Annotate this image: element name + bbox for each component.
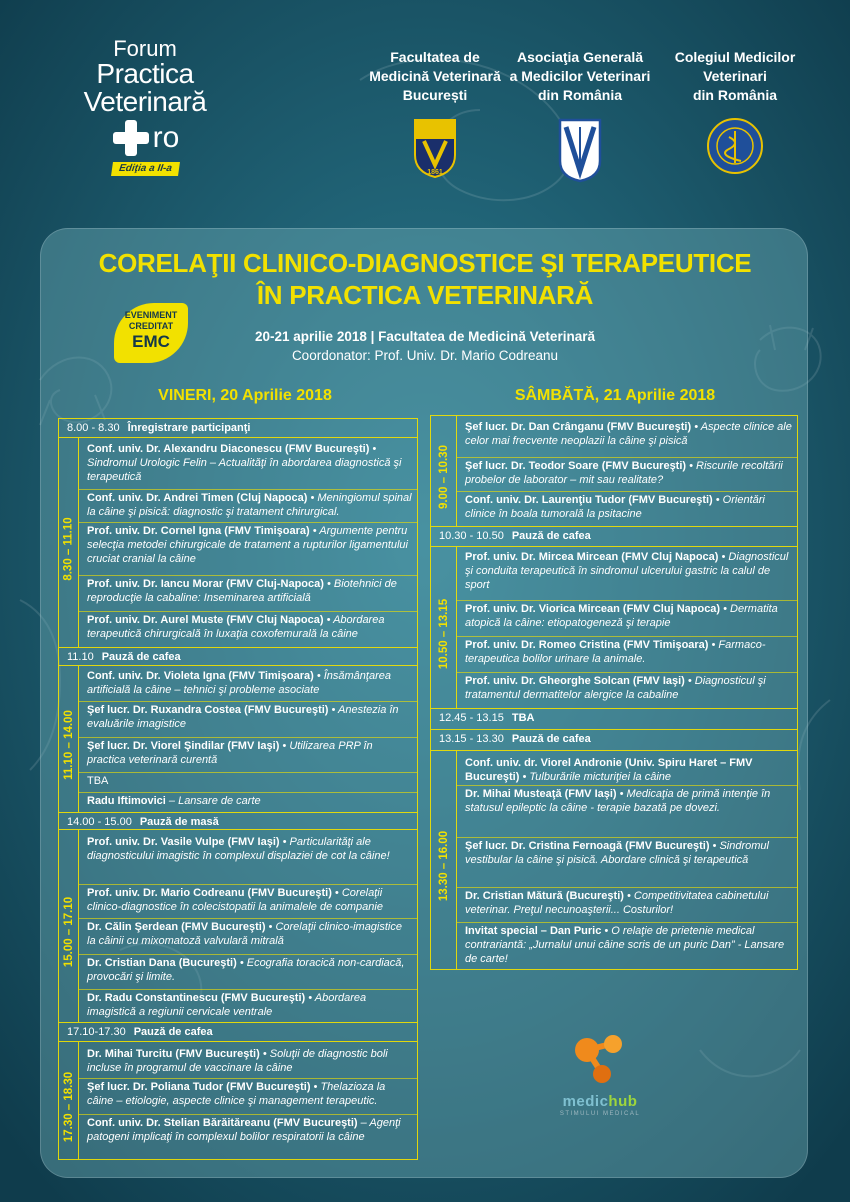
logo-ro-text: ro: [152, 121, 180, 154]
talk-separator: [79, 489, 417, 490]
talk-item: [465, 889, 793, 917]
talk-item: [87, 669, 413, 697]
talk-title: • Medicaţia de primă intenţie în statusul epileptic la câine - terapie bazată pe dovezi.: [465, 788, 771, 814]
talk-item: [87, 794, 413, 808]
saturday-grid: [430, 415, 798, 970]
talk-separator: [79, 737, 417, 738]
organizer-name-l1: Asociaţia Generală: [516, 49, 644, 65]
talk-item: [87, 886, 413, 914]
medichub-tagline: STIMULUI MEDICAL: [559, 1111, 641, 1117]
talk-title: • Argumente pentru selecţia metodei chirurgicale de tratament a rupturilor ligamentului cruciat cranial la câine: [87, 525, 408, 565]
event-info: [190, 327, 660, 365]
speaker-name: Şef lucr. Dr. Viorel Şindilar (FMV Iaşi): [87, 740, 280, 752]
talk-separator: [457, 887, 797, 888]
break-title: Pauză de cafea: [511, 530, 591, 542]
talk-title: • Corelaţii clinico-imagistice la câinii cu mixomatoză valvulară mitrală: [87, 921, 402, 947]
talk-title: – Agenţi patogeni implicaţi în complexul bolilor respiratorii la câine: [87, 1117, 401, 1143]
talk-separator: [457, 600, 797, 601]
talk-title: • Particularităţi ale diagnosticului imagistic în complexul displaziei de cot la câine!: [87, 836, 390, 862]
session-block: [431, 546, 798, 708]
talk-item: [465, 756, 793, 784]
saturday-header: SÂMBĂTĂ, 21 Aprilie 2018: [514, 387, 716, 404]
talk-item: [465, 420, 793, 448]
talk-title: • Riscurile recoltării probelor de laborator – mit sau realitate?: [465, 460, 783, 486]
speaker-name: Prof. univ. Dr. Viorica Mircean (FMV Cluj Napoca): [465, 603, 721, 615]
break-time: 17.10-17.30: [67, 1026, 126, 1038]
speaker-name: Dr. Cristian Dana (Bucureşti): [87, 957, 237, 969]
break-title: Pauză de cafea: [511, 733, 591, 745]
session-block: [59, 437, 418, 647]
talk-item: [87, 1047, 413, 1075]
break-time: 11.10: [67, 651, 94, 663]
break-title: TBA: [511, 712, 535, 724]
friday-header: VINERI, 20 Aprilie 2018: [158, 387, 332, 404]
talk-separator: [79, 1078, 417, 1079]
talk-separator: [79, 918, 417, 919]
break-row: [431, 526, 798, 546]
speaker-name: Conf. univ. Dr. Stelian Bărăităreanu (FMV Bucureşti): [87, 1117, 358, 1129]
organizer-fmv: [365, 48, 505, 184]
speaker-name: Conf. univ. Dr. Violeta Igna (FMV Timişoara): [87, 670, 314, 682]
friday-grid: [58, 418, 418, 1160]
session-time: 11.10 – 14.00: [63, 710, 75, 780]
break-label: [439, 711, 795, 725]
speaker-name: Prof. univ. Dr. Mario Codreanu (FMV Bucureşti): [87, 887, 332, 899]
talk-title: • Diagnosticul şi tratamentul dermatitelor alergice la cabaline: [465, 675, 766, 701]
talk-item: [87, 739, 413, 767]
talk-separator: [457, 636, 797, 637]
talk-item: [87, 442, 413, 484]
talk-title: • Meningiomul spinal la câine şi pisică: diagnostic şi tratament chirurgical.: [87, 492, 412, 518]
plus-icon: [111, 118, 151, 158]
break-title: Înregistrare participanţi: [127, 422, 251, 434]
organizer-name-l2: Veterinari: [703, 68, 767, 84]
speaker-name: Prof. univ. Dr. Gheorghe Solcan (FMV Iaşi): [465, 675, 685, 687]
organizer-name-l1: Facultatea de: [390, 49, 480, 65]
break-row: [431, 708, 798, 729]
session-block: [431, 415, 798, 526]
session-time-column: [431, 416, 457, 526]
talk-item: [87, 613, 413, 641]
talk-item: [465, 674, 793, 702]
medichub-molecule-icon: [565, 1028, 635, 1088]
session-block: [59, 665, 418, 812]
organizer-name-l3: București: [402, 87, 468, 103]
session-time-column: [59, 666, 79, 812]
speaker-name: Conf. univ. Dr. Andrei Timen (Cluj Napoca): [87, 492, 308, 504]
talk-title: • Dermatita atopică la câine: etiopatogeneză şi terapie: [465, 603, 778, 629]
break-row: [59, 1022, 418, 1041]
talk-title: • Corelaţii clinico-diagnostice în colecistopatii la animalele de companie: [87, 887, 383, 913]
organizer-cmv: [665, 48, 805, 180]
break-time: 8.00 - 8.30: [67, 422, 120, 434]
forum-logo: [60, 38, 230, 176]
speaker-name: Prof. univ. Dr. Cornel Igna (FMV Timişoara): [87, 525, 310, 537]
cmv-emblem-icon: [706, 117, 764, 175]
speaker-name: Şef lucr. Dr. Teodor Soare (FMV Bucureşti): [465, 460, 687, 472]
talk-title: • Diagnosticul şi conduita terapeutică în sindromul ulcerului gastric la calul de sport: [465, 551, 789, 591]
organizer-name-l3: din România: [537, 87, 622, 103]
talk-title: – Lansare de carte: [165, 795, 261, 807]
speaker-name: Radu Iftimovici: [87, 795, 166, 807]
talk-title: • Însămânţarea artificială la câine – tehnici şi probleme asociate: [87, 670, 391, 696]
svg-text:1861: 1861: [427, 169, 443, 176]
session-time: 8.30 – 11.10: [63, 516, 75, 581]
talk-item: [465, 493, 793, 521]
talk-separator: [457, 672, 797, 673]
break-label: [439, 529, 795, 543]
session-time-column: [431, 547, 457, 708]
session-time-column: [59, 438, 79, 647]
break-label: [67, 421, 415, 435]
session-block: [431, 750, 798, 970]
break-row: [59, 812, 418, 829]
talk-separator: [457, 785, 797, 786]
talk-title: • Soluţii de diagnostic boli incluse în programul de vaccinare la câine: [87, 1048, 388, 1074]
talk-separator: [79, 954, 417, 955]
talk-separator: [79, 1114, 417, 1115]
organizer-name-l2: Medicină Veterinară: [369, 68, 501, 84]
speaker-name: Dr. Cristian Mătură (Bucureşti): [465, 890, 624, 902]
talk-item: [465, 787, 793, 815]
talk-item: [87, 774, 413, 788]
speaker-name: Conf. univ. dr. Viorel Andronie (Univ. Spiru Haret – FMV Bucureşti): [465, 757, 753, 783]
medichub-name-a: medic: [562, 1093, 609, 1110]
talk-item: [87, 956, 413, 984]
event-title: [40, 247, 810, 311]
session-time: 13.30 – 16.00: [438, 830, 450, 902]
break-row: [431, 729, 798, 750]
break-row: [59, 647, 418, 665]
medichub-name-b: hub: [608, 1093, 638, 1110]
talk-separator: [79, 522, 417, 523]
break-time: 12.45 - 13.15: [439, 712, 504, 724]
talk-separator: [79, 611, 417, 612]
title-line-1: CORELAŢII CLINICO-DIAGNOSTICE ŞI TERAPEUTICE: [98, 248, 752, 278]
session-time-column: [59, 1042, 79, 1159]
break-time: 13.15 - 13.30: [439, 733, 504, 745]
session-block: [59, 829, 418, 1022]
talk-title: • Ecografia toracică non-cardiacă, provocări şi limite.: [87, 957, 405, 983]
speaker-name: Prof. univ. Dr. Iancu Morar (FMV Cluj-Napoca): [87, 578, 324, 590]
talk-title: • O relaţie de prietenie medical contrariantă: „Jurnalul unui câine scris de un puric Dan” - Lansare de carte!: [465, 925, 785, 965]
session-time-column: [59, 830, 79, 1022]
organizer-name-l1: Colegiul Medicilor: [674, 49, 796, 65]
session-time: 9.00 – 10.30: [438, 445, 451, 509]
talk-separator: [79, 792, 417, 793]
talk-title: • Tulburările micturiţiei la câine: [519, 771, 671, 783]
talk-title: • Competitivitatea cabinetului veterinar. Preţul necunoaşterii... Costurilor!: [465, 890, 769, 916]
event-coordinator: Coordonator: Prof. Univ. Dr. Mario Codreanu: [291, 348, 559, 363]
talk-item: [87, 703, 413, 731]
speaker-name: Prof. univ. Dr. Romeo Cristina (FMV Timişoara): [465, 639, 709, 651]
event-date-place: 20-21 aprilie 2018 | Facultatea de Medicină Veterinară: [255, 329, 595, 344]
talk-title: • Farmaco-terapeutica bolilor urinare la animale.: [465, 639, 766, 665]
edition-badge: Ediţia a II-a: [111, 162, 180, 176]
talk-title: • Orientări clinice în boala tumorală la psitacine: [465, 494, 765, 520]
session-block: [59, 1041, 418, 1160]
talk-separator: [457, 491, 797, 492]
talk-title: • Thelazioza la câine – etiologie, aspecte clinice şi management terapeutic.: [87, 1081, 386, 1107]
organizer-name-l3: din România: [692, 87, 777, 103]
speaker-name: Şef lucr. Dr. Dan Crânganu (FMV Bucureşti): [465, 421, 692, 433]
speaker-name: Dr. Radu Constantinescu (FMV Bucureşti): [87, 992, 306, 1004]
talk-title: • Sindromul Urologic Felin – Actualităţi în abordarea diagnostică şi terapeutică: [87, 443, 402, 483]
talk-item: [87, 1080, 413, 1108]
talk-item: [87, 920, 413, 948]
talk-item: [87, 991, 413, 1019]
break-label: [67, 1025, 415, 1039]
talk-item: [87, 577, 413, 605]
talk-item: [465, 550, 793, 592]
speaker-name: Prof. univ. Dr. Vasile Vulpe (FMV Iaşi): [87, 836, 280, 848]
organizer-name-l2: a Medicilor Veterinari: [509, 68, 651, 84]
speaker-name: Conf. univ. Dr. Laurenţiu Tudor (FMV Bucureşti): [465, 494, 713, 506]
fmv-bucuresti-crest-icon: [412, 117, 458, 179]
talk-item: [87, 1116, 413, 1144]
break-title: Pauză de cafea: [101, 651, 181, 663]
agmvr-v-emblem-icon: [557, 117, 603, 183]
organizer-agmvr: [505, 48, 655, 188]
session-time: 17.30 – 18.30: [63, 1071, 75, 1142]
emc-line-1: EVENIMENT: [124, 310, 178, 320]
title-line-2: ÎN PRACTICA VETERINARĂ: [256, 280, 594, 310]
talk-title: TBA: [87, 775, 109, 787]
break-label: [67, 650, 415, 664]
talk-title: • Abordarea imagistică a regiunii cervicale ventrale: [87, 992, 367, 1018]
talk-separator: [457, 457, 797, 458]
logo-veterinara-text: Veterinară: [83, 86, 207, 117]
break-title: Pauză de cafea: [133, 1026, 213, 1038]
medichub-logo: [540, 1028, 660, 1117]
talk-item: [465, 602, 793, 630]
speaker-name: Invitat special – Dan Puric: [465, 925, 602, 937]
emc-line-2: CREDITAT: [128, 321, 174, 331]
speaker-name: Şef lucr. Dr. Cristina Fernoagă (FMV Bucureşti): [465, 840, 710, 852]
talk-item: [465, 924, 793, 966]
session-time-column: [431, 751, 457, 969]
talk-title: • Aspecte clinice ale celor mai frecvente neoplazii la câine şi pisică: [465, 421, 792, 447]
break-row: [59, 418, 418, 437]
speaker-name: Dr. Călin Şerdean (FMV Bucureşti): [87, 921, 266, 933]
speaker-name: Dr. Mihai Turcitu (FMV Bucureşti): [87, 1048, 260, 1060]
break-label: [439, 732, 795, 746]
talk-separator: [79, 772, 417, 773]
talk-separator: [457, 922, 797, 923]
emc-line-3: EMC: [132, 332, 170, 351]
talk-separator: [79, 575, 417, 576]
talk-title: • Sindromul vestibular la câine şi pisică. Abordare clinică şi terapeutică: [465, 840, 769, 866]
break-time: 14.00 - 15.00: [67, 816, 132, 828]
break-title: Pauză de masă: [139, 816, 219, 828]
medichub-name: [540, 1093, 660, 1110]
talk-separator: [79, 701, 417, 702]
talk-title: • Anestezia în evaluările imagistice: [87, 704, 399, 730]
talk-item: [87, 491, 413, 519]
talk-separator: [79, 989, 417, 990]
speaker-name: Prof. univ. Dr. Mircea Mircean (FMV Cluj Napoca): [465, 551, 719, 563]
speaker-name: Conf. univ. Dr. Alexandru Diaconescu (FMV Bucureşti): [87, 443, 370, 455]
talk-separator: [79, 884, 417, 885]
logo-forum-text: Forum: [113, 36, 177, 61]
talk-item: [87, 835, 413, 863]
talk-title: • Biotehnici de reproducţie la cabaline: Inseminarea artificială: [87, 578, 397, 604]
talk-title: • Abordarea terapeutică chirurgicală în luxaţia coxofemurală la câine: [87, 614, 385, 640]
talk-separator: [457, 837, 797, 838]
session-time: 15.00 – 17.10: [63, 896, 75, 968]
talk-item: [465, 638, 793, 666]
talk-item: [87, 524, 413, 566]
speaker-name: Dr. Mihai Musteaţă (FMV Iaşi): [465, 788, 617, 800]
speaker-name: Prof. univ. Dr. Aurel Muste (FMV Cluj Napoca): [87, 614, 324, 626]
talk-title: • Utilizarea PRP în practica veterinară curentă: [87, 740, 373, 766]
speaker-name: Şef lucr. Dr. Poliana Tudor (FMV Bucureşti): [87, 1081, 311, 1093]
break-time: 10.30 - 10.50: [439, 530, 504, 542]
logo-practica-text: Practica: [96, 58, 194, 89]
break-label: [67, 815, 415, 829]
talk-item: [465, 459, 793, 487]
speaker-name: Şef lucr. Dr. Ruxandra Costea (FMV Bucureşti): [87, 704, 329, 716]
talk-item: [465, 839, 793, 867]
session-time: 10.50 – 13.15: [438, 598, 450, 669]
